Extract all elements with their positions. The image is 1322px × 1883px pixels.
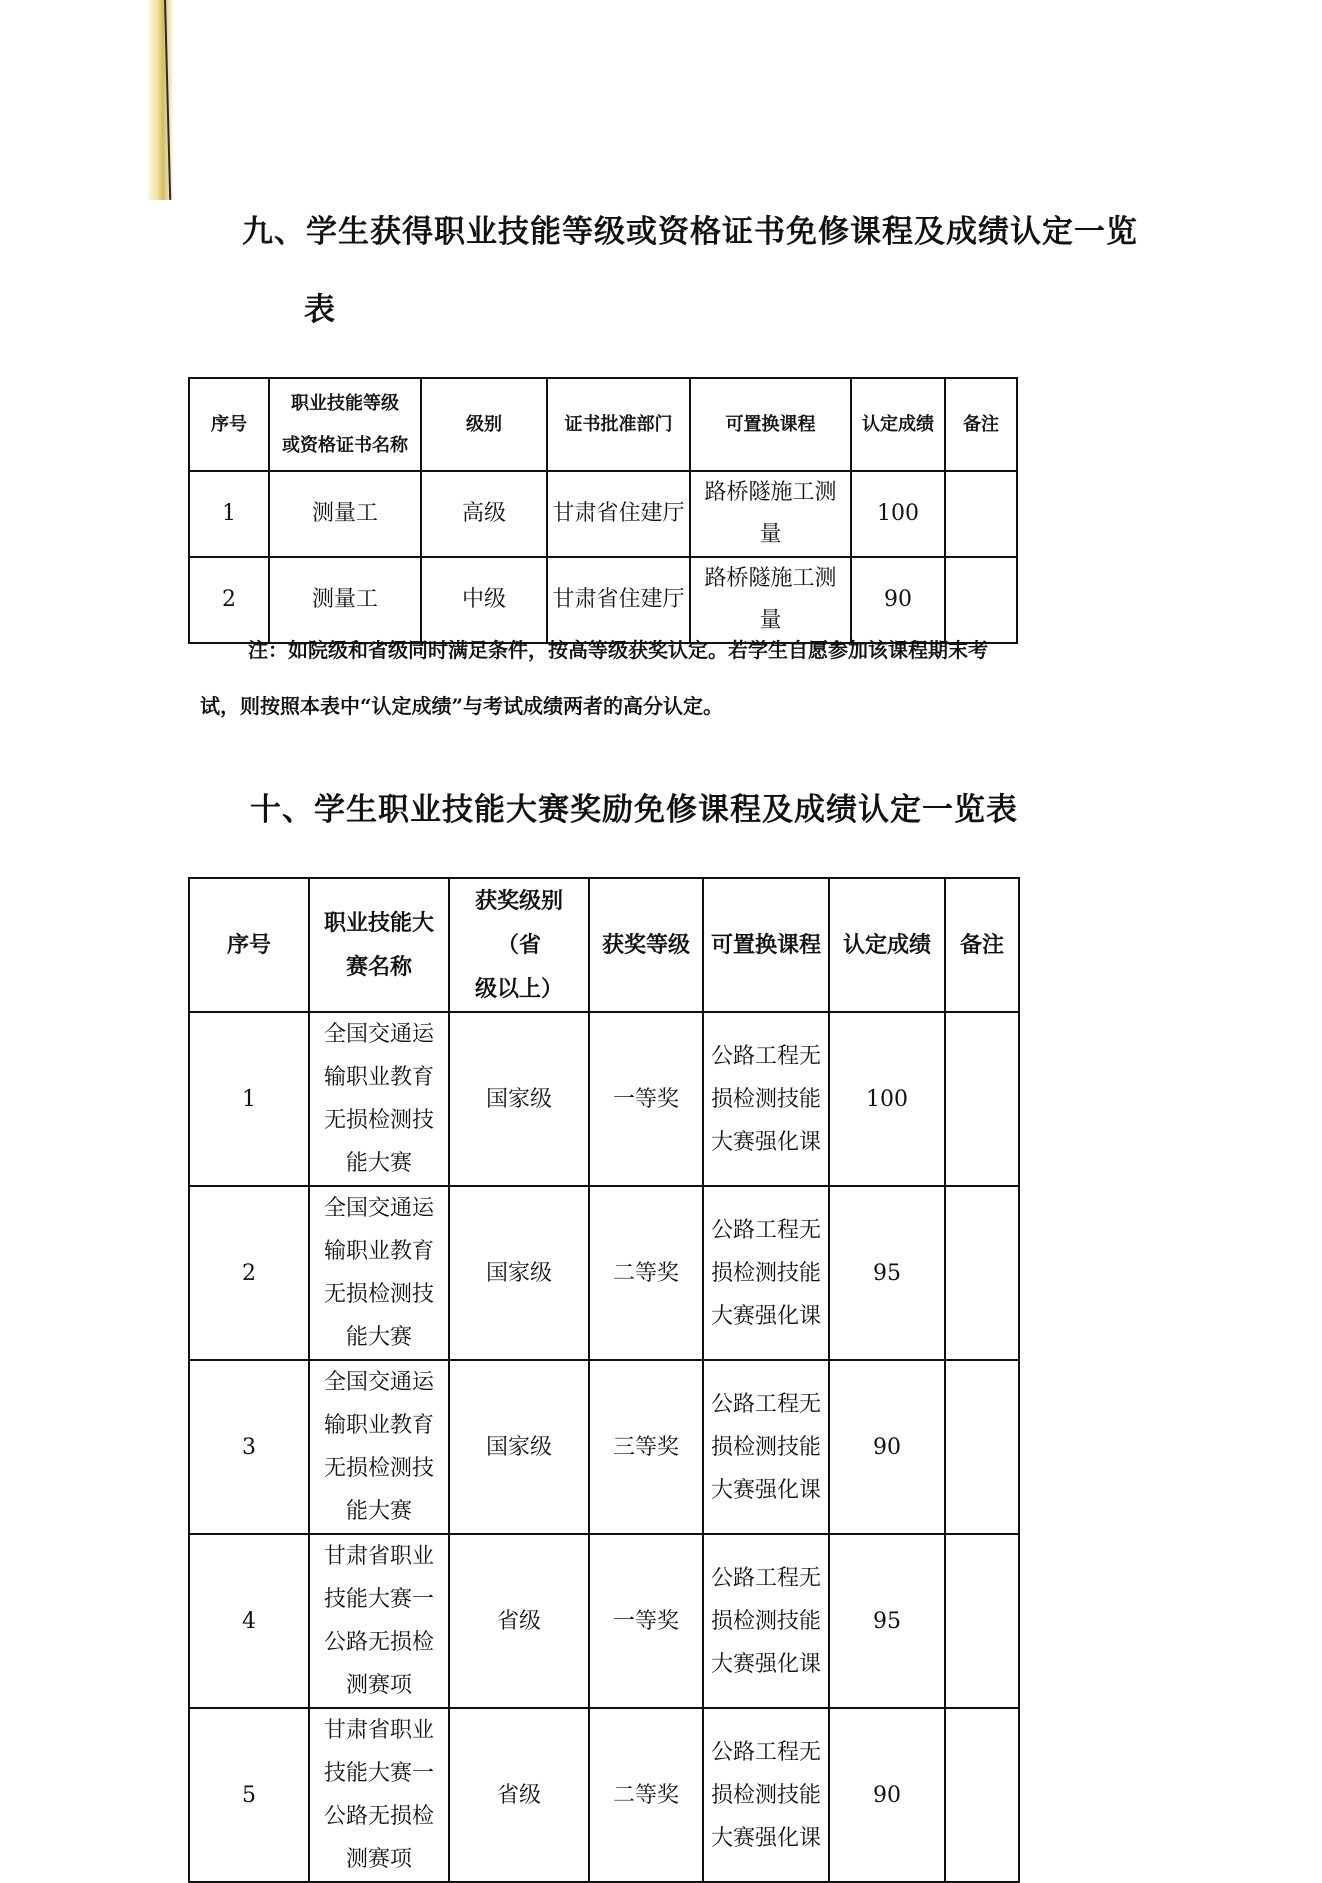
competition-line: 全国交通运 bbox=[323, 1022, 434, 1047]
course-line: 大赛强化课 bbox=[710, 1303, 821, 1329]
cell-level: 国家级 bbox=[449, 1186, 589, 1360]
section9-note-line2: 试，则按照本表中“认定成绩”与考试成绩两者的高分认定。 bbox=[200, 694, 724, 718]
section10-title: 十、学生职业技能大赛奖励免修课程及成绩认定一览表 bbox=[250, 792, 1018, 828]
cell-seq: 4 bbox=[189, 1534, 309, 1708]
cell-seq: 1 bbox=[189, 1012, 309, 1186]
cell-score: 90 bbox=[829, 1360, 945, 1534]
competition-line: 输职业教育 bbox=[323, 1239, 434, 1264]
section10-header-row bbox=[189, 878, 1019, 1012]
competition-line: 能大赛 bbox=[345, 1325, 412, 1350]
cell-course bbox=[703, 1012, 829, 1186]
competition-line: 全国交通运 bbox=[323, 1370, 434, 1395]
header-dept: 证书批准部门 bbox=[547, 378, 690, 471]
cell-seq: 2 bbox=[189, 557, 269, 643]
course-line: 大赛强化课 bbox=[710, 1129, 821, 1155]
competition-line: 无损检测技 bbox=[323, 1108, 434, 1133]
table-row bbox=[189, 1534, 1019, 1708]
competition-line: 无损检测技 bbox=[323, 1282, 434, 1307]
course-line: 损检测技能 bbox=[710, 1434, 821, 1460]
cell-course bbox=[703, 1534, 829, 1708]
cell-grade: 二等奖 bbox=[589, 1708, 703, 1882]
cell-remark bbox=[945, 1012, 1019, 1186]
cell-score: 95 bbox=[829, 1534, 945, 1708]
cell-level: 高级 bbox=[421, 471, 547, 557]
course-line: 公路工程无 bbox=[710, 1739, 821, 1765]
cell-seq: 3 bbox=[189, 1360, 309, 1534]
cell-remark bbox=[945, 471, 1017, 557]
header-award-level-line2: 级以上） bbox=[474, 976, 563, 1002]
header-competition-name bbox=[309, 878, 449, 1012]
section9-table bbox=[188, 377, 1018, 644]
cell-remark bbox=[945, 1186, 1019, 1360]
cell-level: 国家级 bbox=[449, 1012, 589, 1186]
cell-level: 中级 bbox=[421, 557, 547, 643]
cell-level: 省级 bbox=[449, 1534, 589, 1708]
course-line: 损检测技能 bbox=[710, 1782, 821, 1808]
header-score: 认定成绩 bbox=[851, 378, 945, 471]
course-line: 公路工程无 bbox=[710, 1391, 821, 1417]
header-course: 可置换课程 bbox=[703, 878, 829, 1012]
cell-competition bbox=[309, 1186, 449, 1360]
competition-line: 甘肃省职业 bbox=[323, 1544, 434, 1569]
cell-grade: 一等奖 bbox=[589, 1534, 703, 1708]
cell-course bbox=[703, 1186, 829, 1360]
header-competition-line1: 职业技能大 bbox=[323, 910, 434, 936]
competition-line: 无损检测技 bbox=[323, 1456, 434, 1481]
header-cert-name bbox=[269, 378, 421, 471]
course-line: 大赛强化课 bbox=[710, 1477, 821, 1503]
header-award-level-line1: 获奖级别（省 bbox=[474, 888, 563, 958]
cell-competition bbox=[309, 1534, 449, 1708]
section10-table bbox=[188, 877, 1020, 1883]
cell-competition bbox=[309, 1012, 449, 1186]
competition-line: 测赛项 bbox=[345, 1847, 412, 1872]
competition-line: 输职业教育 bbox=[323, 1065, 434, 1090]
cell-level: 国家级 bbox=[449, 1360, 589, 1534]
section9-title-line2: 表 bbox=[304, 292, 336, 328]
table-row bbox=[189, 1360, 1019, 1534]
course-line: 公路工程无 bbox=[710, 1043, 821, 1069]
section9-title-line1: 九、学生获得职业技能等级或资格证书免修课程及成绩认定一览 bbox=[242, 214, 1138, 250]
course-line: 大赛强化课 bbox=[710, 1825, 821, 1851]
table-row bbox=[189, 1012, 1019, 1186]
cell-remark bbox=[945, 1360, 1019, 1534]
cell-score: 90 bbox=[851, 557, 945, 643]
course-line: 损检测技能 bbox=[710, 1608, 821, 1634]
cell-score: 90 bbox=[829, 1708, 945, 1882]
competition-line: 技能大赛一 bbox=[323, 1587, 434, 1612]
cell-seq: 2 bbox=[189, 1186, 309, 1360]
cell-grade: 三等奖 bbox=[589, 1360, 703, 1534]
cell-score: 100 bbox=[829, 1012, 945, 1186]
course-line: 损检测技能 bbox=[710, 1086, 821, 1112]
cell-seq: 1 bbox=[189, 471, 269, 557]
competition-line: 技能大赛一 bbox=[323, 1761, 434, 1786]
cell-course bbox=[703, 1708, 829, 1882]
course-line: 损检测技能 bbox=[710, 1260, 821, 1286]
cell-remark bbox=[945, 1708, 1019, 1882]
cell-competition bbox=[309, 1708, 449, 1882]
section9-header-row bbox=[189, 378, 1017, 471]
cell-course: 路桥隧施工测量 bbox=[690, 557, 851, 643]
table-row bbox=[189, 471, 1017, 557]
header-cert-name-line2: 或资格证书名称 bbox=[282, 434, 408, 456]
table-row bbox=[189, 1708, 1019, 1882]
cell-remark bbox=[945, 1534, 1019, 1708]
competition-line: 公路无损检 bbox=[323, 1630, 434, 1655]
competition-line: 公路无损检 bbox=[323, 1804, 434, 1829]
cell-dept: 甘肃省住建厅 bbox=[547, 557, 690, 643]
header-remark: 备注 bbox=[945, 378, 1017, 471]
cell-dept: 甘肃省住建厅 bbox=[547, 471, 690, 557]
header-award-level bbox=[449, 878, 589, 1012]
cell-grade: 二等奖 bbox=[589, 1186, 703, 1360]
cell-competition bbox=[309, 1360, 449, 1534]
header-seq: 序号 bbox=[189, 378, 269, 471]
cell-course: 路桥隧施工测量 bbox=[690, 471, 851, 557]
cell-grade: 一等奖 bbox=[589, 1012, 703, 1186]
header-cert-name-line1: 职业技能等级 bbox=[291, 392, 399, 414]
competition-line: 全国交通运 bbox=[323, 1196, 434, 1221]
competition-line: 甘肃省职业 bbox=[323, 1718, 434, 1743]
header-course: 可置换课程 bbox=[690, 378, 851, 471]
cell-cert: 测量工 bbox=[269, 557, 421, 643]
course-line: 公路工程无 bbox=[710, 1565, 821, 1591]
cell-level: 省级 bbox=[449, 1708, 589, 1882]
header-score: 认定成绩 bbox=[829, 878, 945, 1012]
course-line: 大赛强化课 bbox=[710, 1651, 821, 1677]
cell-score: 100 bbox=[851, 471, 945, 557]
header-seq: 序号 bbox=[189, 878, 309, 1012]
header-remark: 备注 bbox=[945, 878, 1019, 1012]
section9-note-line1: 注：如院级和省级同时满足条件，按高等级获奖认定。若学生自愿参加该课程期末考 bbox=[248, 638, 988, 662]
competition-line: 能大赛 bbox=[345, 1499, 412, 1524]
competition-line: 测赛项 bbox=[345, 1673, 412, 1698]
cell-cert: 测量工 bbox=[269, 471, 421, 557]
table-row bbox=[189, 1186, 1019, 1360]
cell-course bbox=[703, 1360, 829, 1534]
competition-line: 输职业教育 bbox=[323, 1413, 434, 1438]
header-level: 级别 bbox=[421, 378, 547, 471]
cell-score: 95 bbox=[829, 1186, 945, 1360]
header-competition-line2: 赛名称 bbox=[345, 954, 412, 980]
header-grade: 获奖等级 bbox=[589, 878, 703, 1012]
cell-seq: 5 bbox=[189, 1708, 309, 1882]
course-line: 公路工程无 bbox=[710, 1217, 821, 1243]
competition-line: 能大赛 bbox=[345, 1151, 412, 1176]
